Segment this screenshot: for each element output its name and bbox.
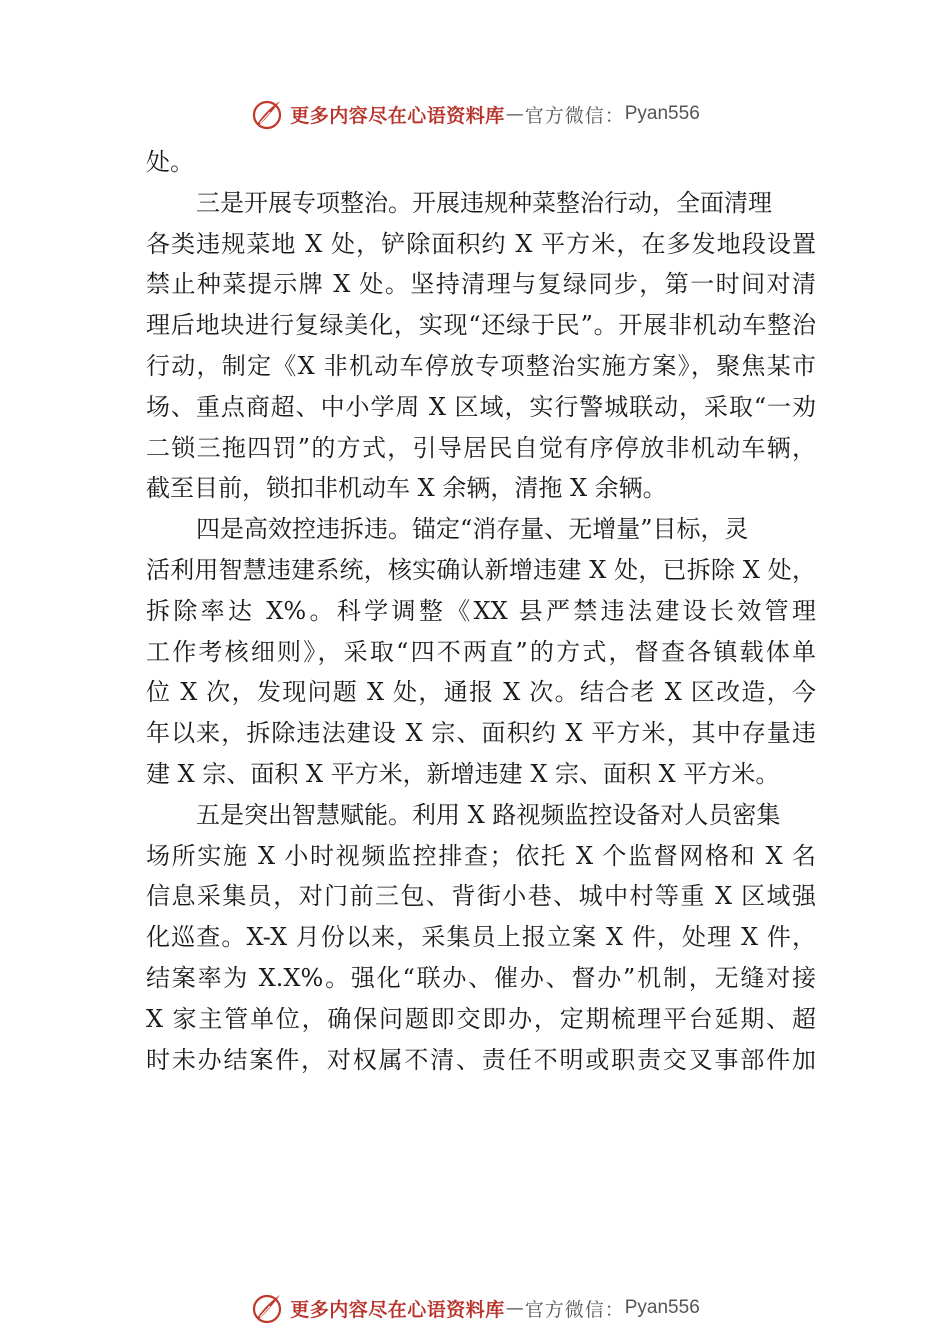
text-line: 禁止种菜提示牌 X 处。坚持清理与复绿同步，第一时间对清 [146,270,816,299]
banner-dash: — [505,103,524,125]
text-line: 截至目前，锁扣非机动车 X 余辆，清拖 X 余辆。 [146,474,667,503]
text-line: 二锁三拖四罚”的方式，引导居民自觉有序停放非机动车辆， [146,433,816,462]
text-line: 各类违规菜地 X 处，铲除面积约 X 平方米，在多发地段设置 [146,229,816,258]
footer-watermark-banner [0,1288,950,1328]
document-body [146,142,816,1080]
banner-wechat-id: Pyan556 [624,103,700,124]
banner-red-text: 更多内容尽在心语资料库 [290,1298,505,1321]
text-line: X 家主管单位，确保问题即交即办，定期梳理平台延期、超 [146,1004,816,1033]
text-line: 处。 [146,148,194,176]
text-line: 年以来，拆除违法建设 X 宗、面积约 X 平方米，其中存量违 [146,719,816,748]
text-line: 拆除率达 X%。科学调整《XX 县严禁违法建设长效管理 [146,596,816,625]
banner-gray-text: 官方微信： [524,104,625,127]
banner-gray-text: 官方微信： [524,1298,625,1321]
text-line: 理后地块进行复绿美化，实现“还绿于民”。开展非机动车整治 [146,311,816,340]
quill-pen-logo-icon [250,1291,284,1325]
text-line: 时未办结案件，对权属不清、责任不明或职责交叉事部件加 [146,1045,816,1074]
text-line: 三是开展专项整治。开展违规种菜整治行动，全面清理 [196,188,772,217]
text-line: 信息采集员，对门前三包、背街小巷、城中村等重 X 区域强 [146,882,816,911]
text-line: 位 X 次，发现问题 X 处，通报 X 次。结合老 X 区改造，今 [146,678,816,707]
text-line: 工作考核细则》，采取“四不两直”的方式，督查各镇载体单 [146,637,816,666]
text-line: 行动，制定《X 非机动车停放专项整治实施方案》，聚焦某市 [146,351,816,380]
quill-pen-logo-icon [250,97,284,131]
text-line: 四是高效控违拆违。锚定“消存量、无增量”目标，灵 [196,515,749,544]
text-line: 场、重点商超、中小学周 X 区域，实行警城联动，采取“一劝 [146,392,816,421]
header-watermark-banner [0,94,950,134]
text-line: 活利用智慧违建系统，核实确认新增违建 X 处，已拆除 X 处， [146,555,816,584]
text-line: 五是突出智慧赋能。利用 X 路视频监控设备对人员密集 [196,800,781,829]
banner-wechat-id: Pyan556 [624,1297,700,1318]
text-line: 场所实施 X 小时视频监控排查；依托 X 个监督网格和 X 名 [146,841,816,870]
text-line: 结案率为 X.X%。强化“联办、催办、督办”机制，无缝对接 [146,963,816,992]
banner-red-text: 更多内容尽在心语资料库 [290,104,505,127]
banner-dash: — [505,1297,524,1319]
text-line: 建 X 宗、面积 X 平方米，新增违建 X 宗、面积 X 平方米。 [146,759,780,788]
text-line: 化巡查。X-X 月份以来，采集员上报立案 X 件，处理 X 件， [146,923,816,952]
